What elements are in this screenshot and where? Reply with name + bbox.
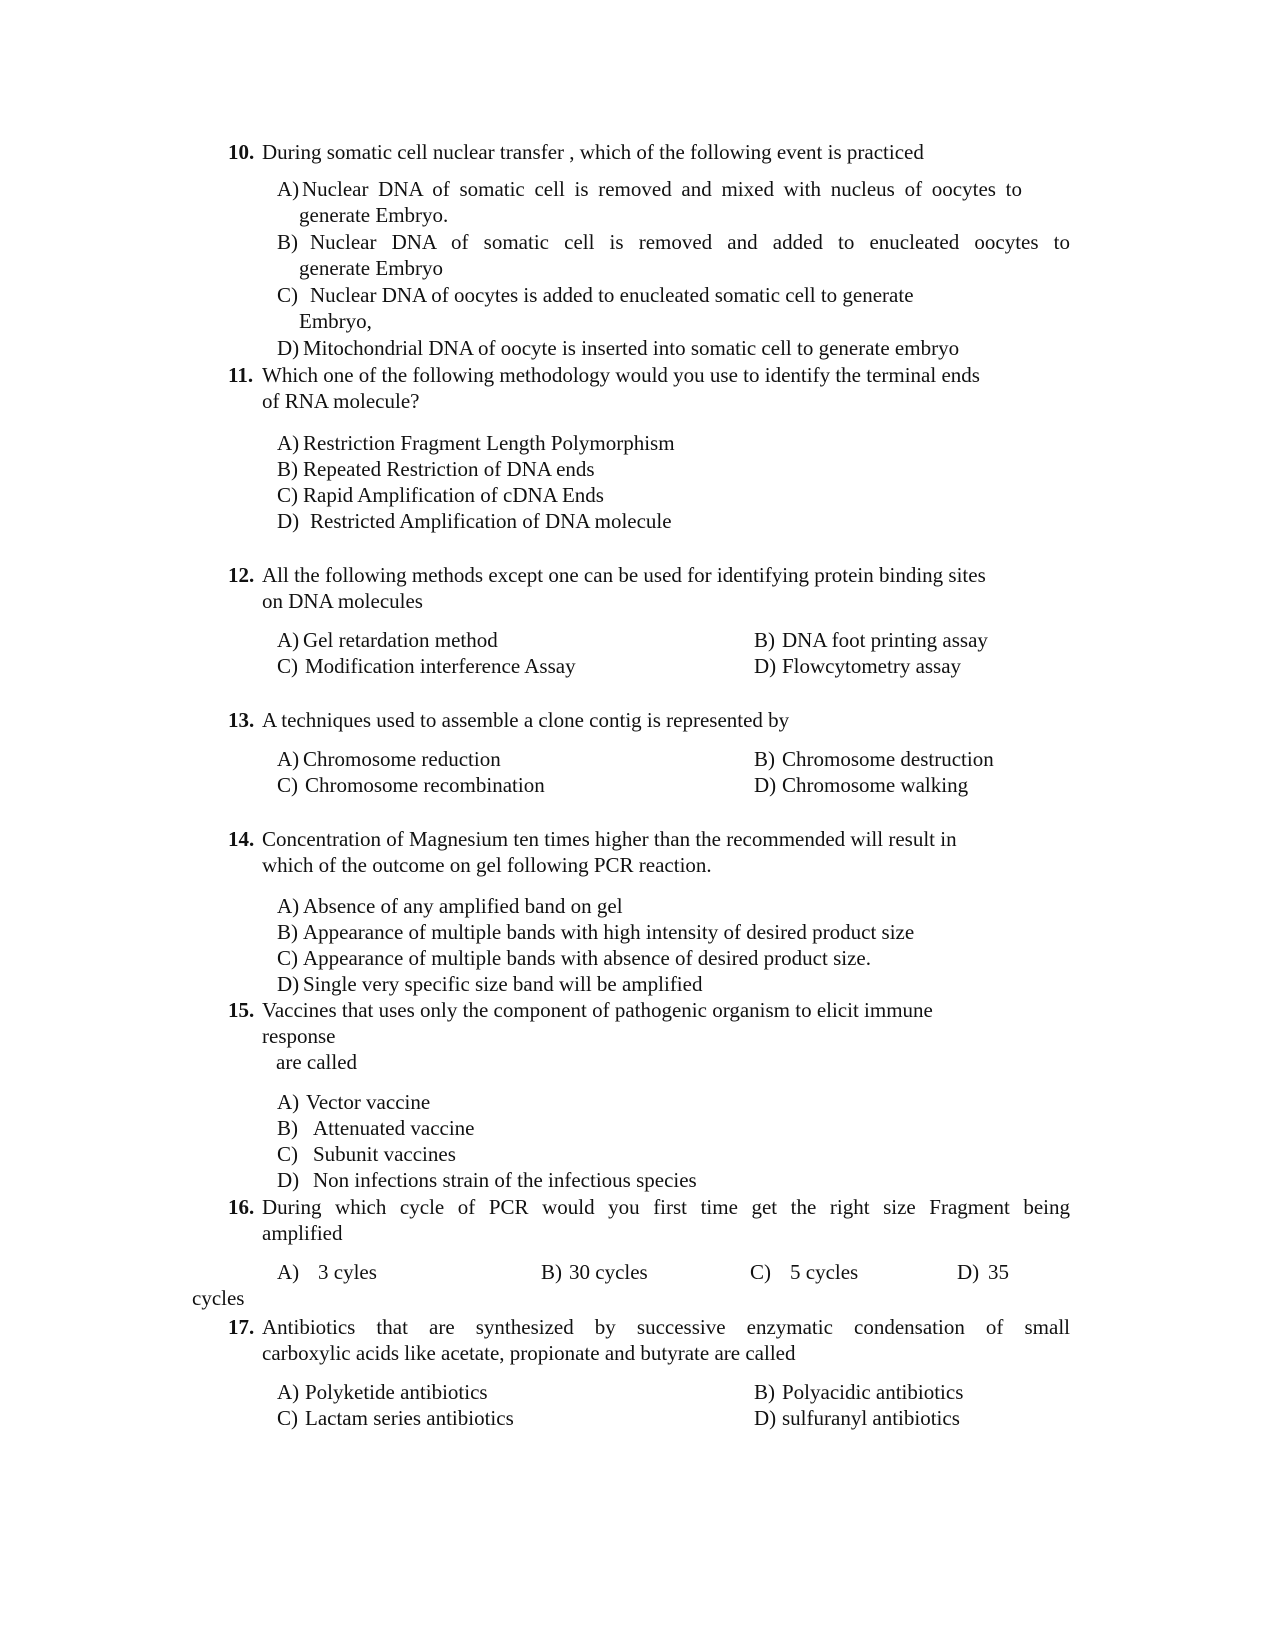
option-label: D) — [957, 1260, 980, 1284]
question-text: All the following methods except one can be used for identifying protein binding sites — [262, 563, 986, 587]
option-label: B) — [277, 457, 298, 481]
option-label: D) — [754, 1406, 777, 1430]
option-label: C) — [277, 1142, 298, 1166]
option-label: B) — [754, 628, 775, 652]
option-label: C) — [277, 283, 298, 307]
option-label: D) — [277, 336, 300, 360]
option-text: sulfuranyl antibiotics — [782, 1406, 960, 1430]
option-text: Rapid Amplification of cDNA Ends — [303, 483, 604, 507]
option-label: C) — [750, 1260, 771, 1284]
question-number: 11. — [228, 363, 254, 387]
option-label: A) — [277, 628, 300, 652]
option-text: Vector vaccine — [306, 1090, 431, 1114]
option-text: Single very specific size band will be amplified — [303, 972, 703, 996]
option-text: Appearance of multiple bands with absence of desired product size. — [303, 946, 871, 970]
option-label: D) — [754, 654, 777, 678]
option-label: D) — [277, 972, 300, 996]
option-text-continued: Embryo, — [299, 309, 372, 333]
option-label: B) — [754, 1380, 775, 1404]
option-text: 5 cycles — [790, 1260, 859, 1284]
option-text: Nuclear DNA of somatic cell is removed and mixed with nucleus of oocytes to — [302, 177, 1022, 201]
option-label: A) — [277, 1380, 300, 1404]
option-label: A) — [277, 431, 300, 455]
option-text: Gel retardation method — [303, 628, 498, 652]
option-text: Non infections strain of the infectious species — [313, 1168, 697, 1192]
option-text: Polyacidic antibiotics — [782, 1380, 964, 1404]
option-label: D) — [277, 1168, 300, 1192]
question-text: Concentration of Magnesium ten times higher than the recommended will result in — [262, 827, 957, 851]
option-label: D) — [754, 773, 777, 797]
question-text: During somatic cell nuclear transfer , which of the following event is practiced — [262, 140, 924, 164]
question-number: 12. — [228, 563, 255, 587]
question-text: Which one of the following methodology would you use to identify the terminal ends — [262, 363, 980, 387]
option-text: Nuclear DNA of oocytes is added to enucleated somatic cell to generate — [310, 283, 914, 307]
question-text: During which cycle of PCR would you first time get the right size Fragment being — [262, 1195, 1070, 1219]
option-text: Restriction Fragment Length Polymorphism — [303, 431, 675, 455]
option-text: Lactam series antibiotics — [305, 1406, 514, 1430]
option-label: B) — [277, 230, 298, 254]
question-number: 10. — [228, 140, 255, 164]
option-text: DNA foot printing assay — [782, 628, 988, 652]
option-text: 3 cyles — [318, 1260, 377, 1284]
question-text: which of the outcome on gel following PCR reaction. — [262, 853, 712, 877]
option-label: B) — [277, 920, 298, 944]
question-text: of RNA molecule? — [262, 389, 420, 413]
option-text-continued: generate Embryo. — [299, 203, 449, 227]
option-label: A) — [277, 177, 300, 201]
question-number: 13. — [228, 708, 255, 732]
option-text: Chromosome walking — [782, 773, 969, 797]
option-text: Polyketide antibiotics — [305, 1380, 488, 1404]
option-label: A) — [277, 894, 300, 918]
option-label: A) — [277, 747, 300, 771]
option-label: A) — [277, 1090, 300, 1114]
option-text: Chromosome destruction — [782, 747, 994, 771]
option-text: Subunit vaccines — [313, 1142, 456, 1166]
question-number: 15. — [228, 998, 255, 1022]
option-label: C) — [277, 654, 298, 678]
option-label: B) — [754, 747, 775, 771]
option-text-overflow: cycles — [192, 1286, 245, 1310]
question-number: 14. — [228, 827, 255, 851]
question-text: are called — [276, 1050, 358, 1074]
option-text: Flowcytometry assay — [782, 654, 962, 678]
option-label: C) — [277, 1406, 298, 1430]
option-text: Restricted Amplification of DNA molecule — [310, 509, 672, 533]
question-text: A techniques used to assemble a clone contig is represented by — [262, 708, 790, 732]
option-label: B) — [277, 1116, 298, 1140]
option-text-continued: generate Embryo — [299, 256, 444, 280]
option-label: D) — [277, 509, 300, 533]
option-text: Chromosome reduction — [303, 747, 501, 771]
option-text: 30 cycles — [569, 1260, 648, 1284]
question-text: amplified — [262, 1221, 343, 1245]
option-text: Nuclear DNA of somatic cell is removed and added to enucleated oocytes to — [310, 230, 1070, 254]
option-label: C) — [277, 946, 298, 970]
question-text: carboxylic acids like acetate, propionate and butyrate are called — [262, 1341, 796, 1365]
option-label: C) — [277, 773, 298, 797]
option-text: Repeated Restriction of DNA ends — [303, 457, 595, 481]
question-text: Vaccines that uses only the component of pathogenic organism to elicit immune — [262, 998, 933, 1022]
option-label: C) — [277, 483, 298, 507]
option-text: Attenuated vaccine — [313, 1116, 475, 1140]
question-text: response — [262, 1024, 336, 1048]
option-text: 35 — [988, 1260, 1009, 1284]
option-text: Mitochondrial DNA of oocyte is inserted into somatic cell to generate embryo — [303, 336, 960, 360]
option-text: Chromosome recombination — [305, 773, 545, 797]
option-text: Modification interference Assay — [305, 654, 576, 678]
question-text: on DNA molecules — [262, 589, 423, 613]
question-number: 17. — [228, 1315, 255, 1339]
option-label: B) — [541, 1260, 562, 1284]
option-text: Absence of any amplified band on gel — [303, 894, 623, 918]
option-text: Appearance of multiple bands with high intensity of desired product size — [303, 920, 915, 944]
question-number: 16. — [228, 1195, 255, 1219]
question-text: Antibiotics that are synthesized by successive enzymatic condensation of small — [262, 1315, 1070, 1339]
option-label: A) — [277, 1260, 300, 1284]
